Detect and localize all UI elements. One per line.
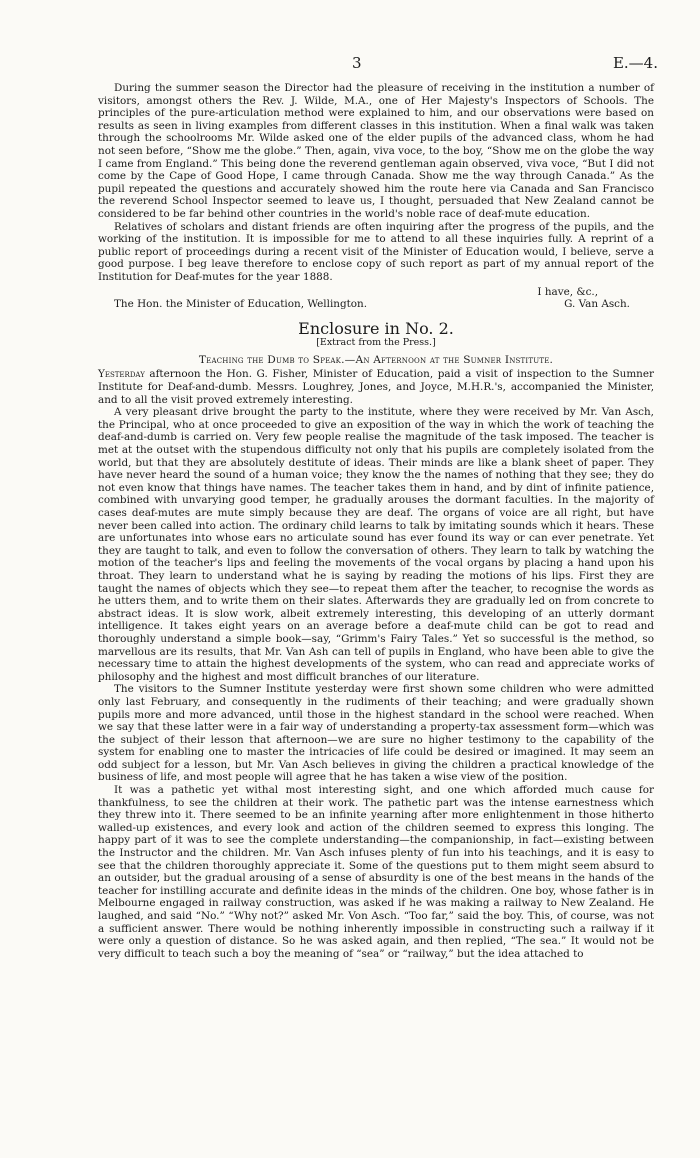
signature: G. Van Asch. — [564, 298, 630, 311]
article-paragraph-3: The visitors to the Sumner Institute yesterday were first shown some children who were admitted only last February, and consequently in the rudiments of their teaching; and were gradually shown pupils more and more advanced, until those in the highest standard in the school were reached. When we say that these latter were in a fair way of understanding a property-tax assessment form—which was the subject of their lesson that afternoon—we are sure no higher testimony to the capability of the system for enabling one to master the intricacies of life could be desired or imagined. It may seem an odd subject for a lesson, but Mr. Van Asch believes in giving the children a practical knowledge of the business of life, and most people will agree that he has taken a wise view of the position. — [98, 683, 654, 784]
article-paragraph-1-text: afternoon the Hon. G. Fisher, Minister of Education, paid a visit of inspection to the Sumner Institute for Deaf-and-dumb. Messrs. Loughrey, Jones, and Joyce, M.H.R.'s, accompanied the Minister, and to all the visit proved extremely interesting. — [98, 368, 654, 406]
page-number: 3 — [352, 54, 362, 72]
closing-line: I have, &c., — [537, 285, 598, 298]
article-paragraph-1 — [98, 368, 654, 406]
article-paragraph-4: It was a pathetic yet withal most interesting sight, and one which afforded much cause for thankfulness, to see the children at their work. The pathetic part was the intense earnestness which they threw into it. There seemed to be an infinite yearning after more enlightenment in those hitherto walled-up existences, and every look and action of the children seemed to express this longing. The happy part of it was to see the complete understanding—the companionship, in fact—existing between the Instructor and the children. Mr. Van Asch infuses plenty of fun into his teachings, and it is easy to see that the children thoroughly appreciate it. Some of the questions put to them might seem absurd to an outsider, but the gradual arousing of a sense of absurdity is one of the best means in the hands of the teacher for instilling accurate and definite ideas in the minds of the children. One boy, whose father is in Melbourne engaged in railway construction, was asked if he was making a railway to New Zealand. He laughed, and said “No.” “Why not?” asked Mr. Von Asch. “Too far,” said the boy. This, of course, was not a sufficient answer. There would be nothing inherently impossible in constructing such a railway if it were only a question of distance. So he was asked again, and then replied, “The sea.” It would not be very difficult to teach such a boy the meaning of “sea” or “railway,” but the idea attached to — [98, 784, 654, 960]
lead-word: Yesterday — [98, 368, 145, 381]
page-header — [0, 54, 700, 74]
extract-note: [Extract from the Press.] — [316, 337, 436, 349]
enclosure-title: Enclosure in No. 2. — [298, 318, 454, 338]
letter-paragraph-1: During the summer season the Director had the pleasure of receiving in the institution a number of visitors, amongst others the Rev. J. Wilde, M.A., one of Her Majesty's Inspectors of Schools. The principles of the pure-articulation method were explained to him, and our observations were based on results as seen in living examples from different classes in this institution. When a final walk was taken through the schoolrooms Mr. Wilde asked one of the elder pupils of the advanced class, whom he had not seen before, “Show me the globe.” Then, again, viva voce, to the boy, “Show me on the globe the way I came from England.” This being done the reverend gentleman again observed, viva voce, “But I did not come by the Cape of Good Hope, I came through Canada. Show me the way through Canada.” As the pupil repeated the questions and accurately showed him the route here via Canada and San Francisco the reverend School Inspector seemed to leave us, I thought, persuaded that New Zealand cannot be considered to be far behind other countries in the world's noble race of deaf-mute education. — [98, 82, 654, 220]
signature-block — [98, 286, 654, 311]
document-code: E.—4. — [612, 54, 658, 72]
body-column — [98, 82, 654, 960]
article-heading: Teaching the Dumb to Speak.—An Afternoon at the Sumner Institute. — [198, 353, 554, 366]
addressee: The Hon. the Minister of Education, Wellington. — [114, 298, 368, 311]
addressee-signature-line — [98, 298, 654, 311]
letter-paragraph-2: Relatives of scholars and distant friends are often inquiring after the progress of the pupils, and the working of the institution. It is impossible for me to attend to all these inquiries fully. A reprint of a public report of proceedings during a recent visit of the Minister of Education would, I believe, serve a good purpose. I beg leave therefore to enclose copy of such report as part of my annual report of the Institution for Deaf-mutes for the year 1888. — [98, 220, 654, 283]
article-paragraph-2: A very pleasant drive brought the party to the institute, where they were received by Mr. Van Asch, the Principal, who at once proceeded to give an exposition of the way in which the work of teaching the deaf-and-dumb is carried on. Very few people realise the magnitude of the task imposed. The teacher is met at the outset with the stupendous difficulty not only that his pupils are completely isolated from the world, but that they are absolutely destitute of ideas. Their minds are like a blank sheet of paper. They have never heard the sound of a human voice; they know the the names of nothing that they see; they do not even know that things have names. The teacher takes them in hand, and by dint of infinite patience, combined with unvarying good temper, he gradually arouses the dormant faculties. In the majority of cases deaf-mutes are mute simply because they are deaf. The organs of voice are all right, but have never been called into action. The ordinary child learns to talk by imitating sounds which it hears. These are unfortunates into whose ears no articulate sound has ever found its way or can ever penetrate. Yet they are taught to talk, and even to follow the conversation of others. They learn to talk by watching the motion of the teacher's lips and feeling the movements of the vocal organs by placing a hand upon his throat. They learn to understand what he is saying by reading the motions of his lips. First they are taught the names of objects which they see—to repeat them after the teacher, to recognise the words as he utters them, and to write them on their slates. Afterwards they are gradually led on from concrete to abstract ideas. It is slow work, albeit extremely interesting, this developing of an utterly dormant intelligence. It takes eight years on an average before a deaf-mute child can be got to read and thoroughly understand a simple book—say, “Grimm's Fairy Tales.” Yet so successful is the method, so marvellous are its results, that Mr. Van Ash can tell of pupils in England, who have been able to give the necessary time to attain the highest developments of the system, who can read and appreciate works of philosophy and the highest and most difficult branches of our literature. — [98, 406, 654, 683]
